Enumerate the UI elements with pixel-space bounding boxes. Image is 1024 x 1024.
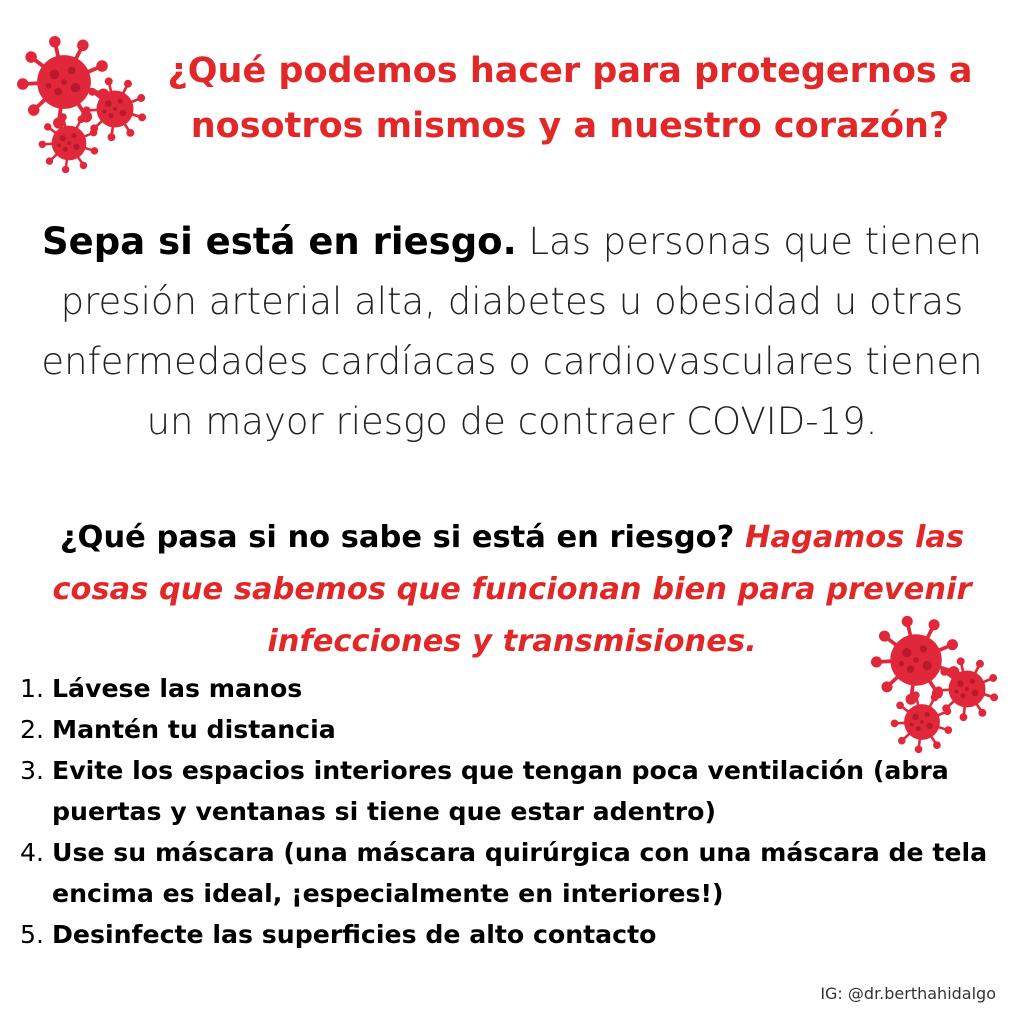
list-item-number: 5.	[20, 920, 45, 949]
prevention-steps-list	[20, 668, 1020, 955]
list-item-text: Desinfecte las superficies de alto contacto	[52, 920, 657, 949]
list-item-number: 4.	[20, 838, 45, 867]
list-item	[20, 668, 1020, 709]
risk-lead: Sepa si está en riesgo.	[42, 220, 517, 263]
instagram-credit: IG: @dr.berthahidalgo	[820, 984, 996, 1003]
question-paragraph	[20, 512, 1004, 668]
list-item	[20, 750, 1020, 832]
page-title: ¿Qué podemos hacer para protegernos a nosotros mismos y a nuestro corazón?	[167, 51, 973, 146]
question-answer: Hagamos las cosas que sabemos que funcionan bien para prevenir infecciones y transmisiones.	[52, 520, 972, 659]
list-item-number: 3.	[20, 756, 45, 785]
list-item-text: Evite los espacios interiores que tengan poca ventilación (abra puertas y ventanas si tiene que estar adentro)	[52, 756, 949, 826]
question-text: ¿Qué pasa si no sabe si está en riesgo?	[59, 520, 735, 555]
list-item-text: Use su máscara (una máscara quirúrgica con una máscara de tela encima es ideal, ¡especialmente en interiores!)	[52, 838, 988, 908]
list-item-number: 2.	[20, 715, 45, 744]
list-item	[20, 914, 1020, 955]
list-item	[20, 709, 1020, 750]
list-item-text: Mantén tu distancia	[52, 715, 336, 744]
virus-icon	[38, 112, 100, 174]
list-item	[20, 832, 1020, 914]
risk-paragraph	[16, 212, 1008, 452]
list-item-text: Lávese las manos	[52, 674, 303, 703]
list-item-number: 1.	[20, 674, 45, 703]
risk-body: Las personas que tienen presión arterial alta, diabetes u obesidad u otras enfermedades cardíacas o cardiovasculares tienen un mayor riesgo de contraer COVID-19.	[41, 220, 983, 443]
